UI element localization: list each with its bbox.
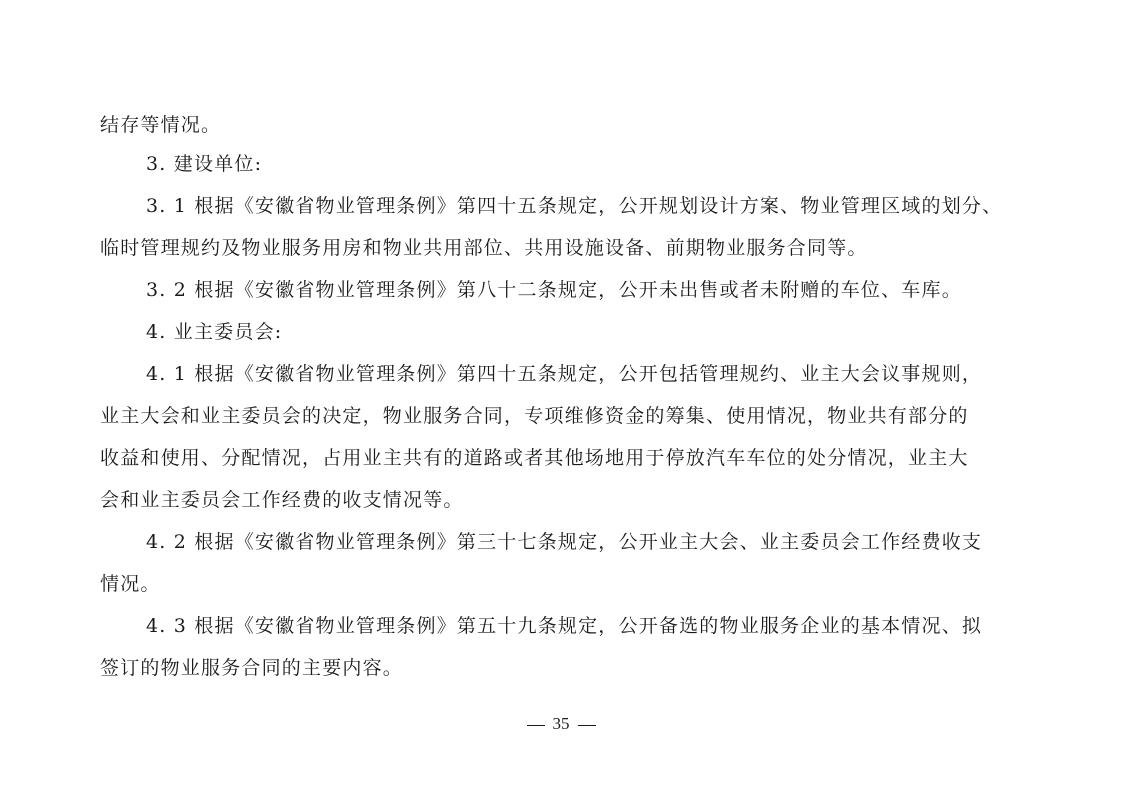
- paragraph-line: 结存等情况。: [100, 114, 222, 136]
- paragraph-line: 4. 3 根据《安徽省物业管理条例》第五十九条规定，公开备选的物业服务企业的基本情况、拟: [146, 615, 983, 637]
- paragraph-line: 会和业主委员会工作经费的收支情况等。: [100, 489, 464, 511]
- paragraph-line: 收益和使用、分配情况，占用业主共有的道路或者其他场地用于停放汽车车位的处分情况，业主大: [100, 447, 969, 469]
- section-heading: 3. 建设单位:: [146, 153, 263, 175]
- page-footer: [0, 714, 1122, 734]
- paragraph-line: 3. 2 根据《安徽省物业管理条例》第八十二条规定，公开未出售或者未附赠的车位、车库。: [146, 279, 962, 301]
- paragraph-line: 情况。: [100, 573, 161, 595]
- right-dash: [578, 725, 596, 726]
- paragraph-line: 签订的物业服务合同的主要内容。: [100, 657, 404, 679]
- section-heading: 4. 业主委员会:: [146, 321, 283, 343]
- paragraph-line: 4. 2 根据《安徽省物业管理条例》第三十七条规定，公开业主大会、业主委员会工作经费收支: [146, 531, 983, 553]
- paragraph-line: 临时管理规约及物业服务用房和物业共用部位、共用设施设备、前期物业服务合同等。: [100, 237, 868, 259]
- paragraph-line: 业主大会和业主委员会的决定，物业服务合同，专项维修资金的筹集、使用情况，物业共有部分的: [100, 405, 969, 427]
- paragraph-line: 3. 1 根据《安徽省物业管理条例》第四十五条规定，公开规划设计方案、物业管理区域的划分、: [146, 195, 1003, 217]
- paragraph-line: 4. 1 根据《安徽省物业管理条例》第四十五条规定，公开包括管理规约、业主大会议事规则，: [146, 363, 983, 385]
- page-number: 35: [552, 714, 570, 733]
- left-dash: [527, 725, 545, 726]
